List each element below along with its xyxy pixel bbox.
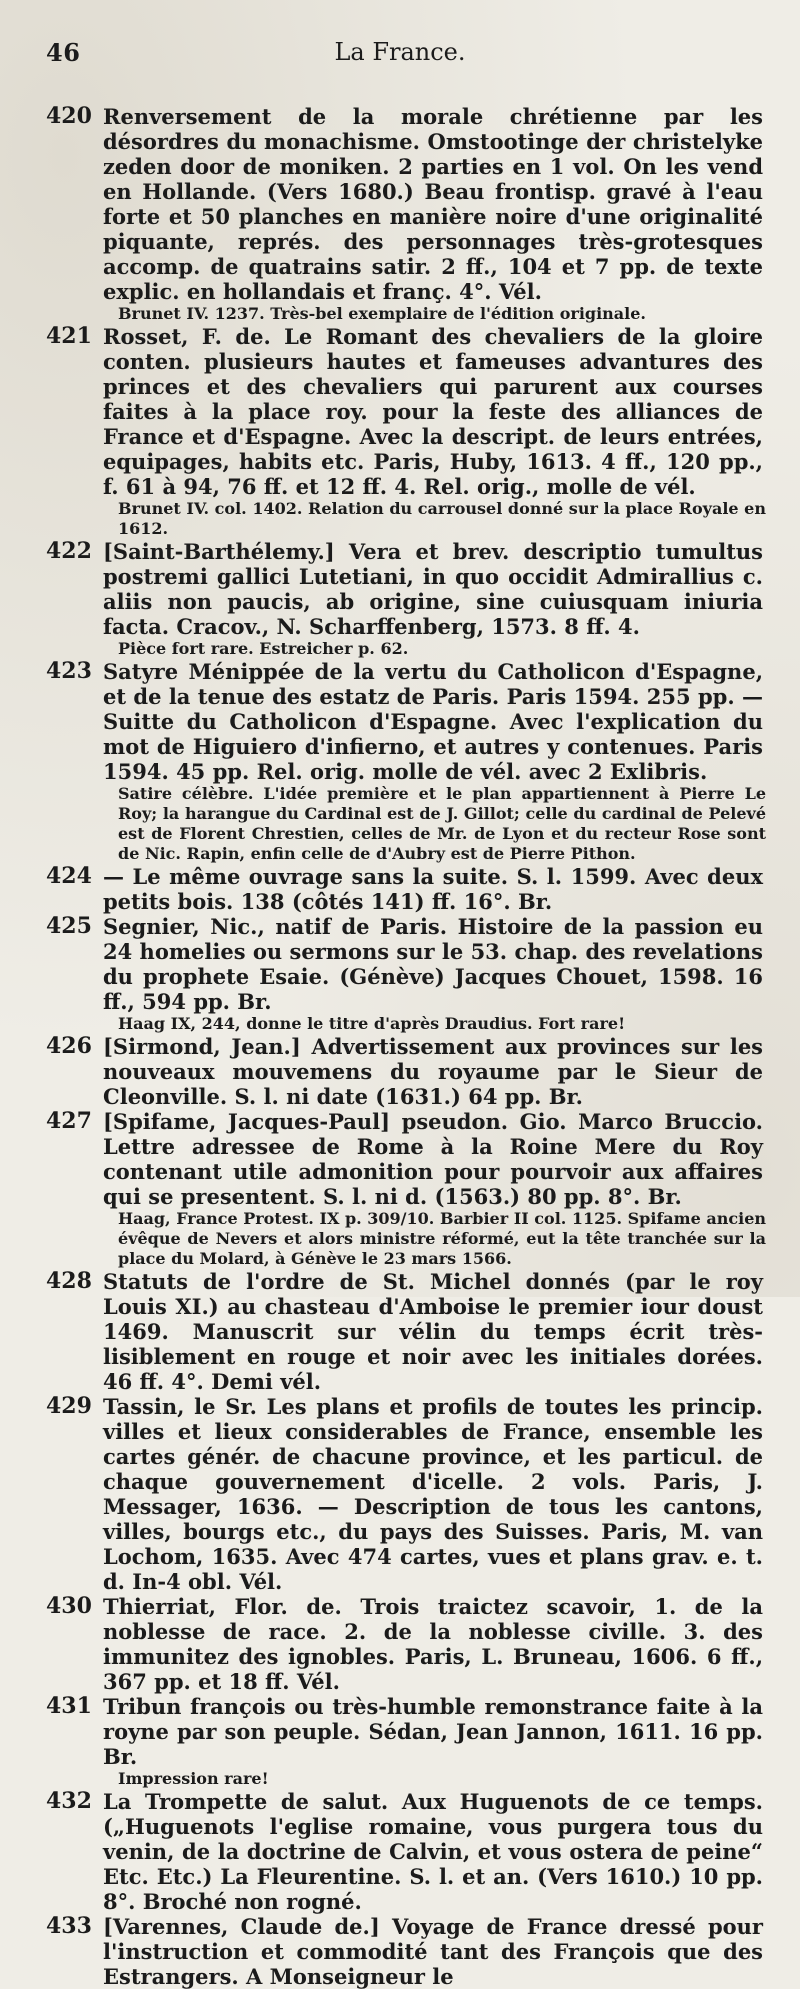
running-title: La France. [334,38,466,66]
entry-number: 422 [46,538,92,564]
catalogue-entry [0,864,800,914]
entry-text: Tribun françois ou très-humble remonstrance faite à la royne par son peuple. Sédan, Jean Jannon, 1611. 16 pp. Br. [103,1694,763,1769]
catalogue-entry [0,1034,800,1109]
entry-number: 427 [46,1108,92,1134]
entry-note: Satire célèbre. L'idée première et le plan appartiennent à Pierre Le Roy; la harangue du Cardinal est de J. Gillot; celle du cardinal de Pelevé est de Florent Chrestien, celles de Mr. de Lyon et du recteur Rose sont de Nic. Rapin, enfin celle de d'Aubry est de Pierre Pithon. [118,784,766,863]
entry-note: Pièce fort rare. Estreicher p. 62. [118,639,409,658]
entry-text: Segnier, Nic., natif de Paris. Histoire de la passion eu 24 homelies ou sermons sur le 53. chap. des revelations du prophete Esaie. (Génève) Jacques Chouet, 1598. 16 ff., 594 pp. Br. [103,914,763,1014]
entry-note: Impression rare! [118,1769,269,1788]
entry-number: 426 [46,1033,92,1059]
catalogue-entry [0,1109,800,1269]
catalogue-entry [0,1394,800,1594]
entry-text: Rosset, F. de. Le Romant des chevaliers de la gloire conten. plusieurs hautes et fameuses advantures des princes et des chevaliers qui parurent aux courses faites à la place roy. pour la feste des alliances de France et d'Espagne. Avec la descript. de leurs entrées, equipages, habits etc. Paris, Huby, 1613. 4 ff., 120 pp., f. 61 à 94, 76 ff. et 12 ff. 4. Rel. orig., molle de vél. [103,324,763,499]
entry-number: 424 [46,863,92,889]
page-number: 46 [46,38,81,67]
entry-note: Brunet IV. 1237. Très-bel exemplaire de l'édition originale. [118,304,646,323]
catalogue-entry [0,104,800,324]
entry-number: 425 [46,913,92,939]
entry-text: Statuts de l'ordre de St. Michel donnés (par le roy Louis XI.) au chasteau d'Amboise le premier iour doust 1469. Manuscrit sur vélin du temps écrit très-lisiblement en rouge et noir avec les initiales dorées. 46 ff. 4°. Demi vél. [103,1269,763,1394]
entry-number: 428 [46,1268,92,1294]
catalogue-entry [0,914,800,1034]
entry-text: [Varennes, Claude de.] Voyage de France dressé pour l'instruction et commodité tant des François que des Estrangers. A Monseigneur le [103,1914,763,1989]
entry-number: 421 [46,323,92,349]
entry-number: 432 [46,1788,92,1814]
entry-text: Renversement de la morale chrétienne par les désordres du monachisme. Omstootinge der christelyke zeden door de moniken. 2 parties en 1 vol. On les vend en Hollande. (Vers 1680.) Beau frontisp. gravé à l'eau forte et 50 planches en manière noire d'une originalité piquante, représ. des personnages très-grotesques accomp. de quatrains satir. 2 ff., 104 et 7 pp. de texte explic. en hollandais et franç. 4°. Vél. [103,104,763,304]
entry-note: Brunet IV. col. 1402. Relation du carrousel donné sur la place Royale en 1612. [118,499,766,538]
catalogue-entry [0,1789,800,1914]
entry-text: Thierriat, Flor. de. Trois traictez scavoir, 1. de la noblesse de race. 2. de la noblesse civille. 3. des immunitez des ignobles. Paris, L. Bruneau, 1606. 6 ff., 367 pp. et 18 ff. Vél. [103,1594,763,1694]
entry-text: [Spifame, Jacques-Paul] pseudon. Gio. Marco Bruccio. Lettre adressee de Rome à la Roine Mere du Roy contenant utile admonition pour pourvoir aux affaires qui se presentent. S. l. ni d. (1563.) 80 pp. 8°. Br. [103,1109,763,1209]
catalogue-entry [0,659,800,864]
entry-number: 431 [46,1693,92,1719]
entry-text: [Saint-Barthélemy.] Vera et brev. descriptio tumultus postremi gallici Lutetiani, in quo occidit Admirallius c. aliis non paucis, ab origine, sine cuiusquam iniuria facta. Cracov., N. Scharffenberg, 1573. 8 ff. 4. [103,539,763,639]
catalogue-entry [0,1269,800,1394]
entry-text: [Sirmond, Jean.] Advertissement aux provinces sur les nouveaux mouvemens du royaume par le Sieur de Cleonville. S. l. ni date (1631.) 64 pp. Br. [103,1034,763,1109]
catalogue-entry [0,1914,800,1989]
catalogue-entry [0,324,800,539]
catalogue-entries [0,104,800,1989]
entry-number: 433 [46,1913,92,1939]
entry-text: Tassin, le Sr. Les plans et profils de toutes les princip. villes et lieux considerables de France, ensemble les cartes génér. de chacune province, et les particul. de chaque gouvernement d'icelle. 2 vols. Paris, J. Messager, 1636. — Description de tous les cantons, villes, bourgs etc., du pays des Suisses. Paris, M. van Lochom, 1635. Avec 474 cartes, vues et plans grav. e. t. d. In-4 obl. Vél. [103,1394,763,1594]
page-header [0,38,800,78]
entry-text: Satyre Ménippée de la vertu du Catholicon d'Espagne, et de la tenue des estatz de Paris. Paris 1594. 255 pp. — Suitte du Catholicon d'Espagne. Avec l'explication du mot de Higuiero d'infierno, et autres y contenues. Paris 1594. 45 pp. Rel. orig. molle de vél. avec 2 Exlibris. [103,659,763,784]
entry-text: La Trompette de salut. Aux Huguenots de ce temps. („Huguenots l'eglise romaine, vous purgera tous du venin, de la doctrine de Calvin, et vous ostera de peine“ Etc. Etc.) La Fleurentine. S. l. et an. (Vers 1610.) 10 pp. 8°. Broché non rogné. [103,1789,763,1914]
catalogue-entry [0,539,800,659]
entry-number: 420 [46,103,92,129]
entry-number: 430 [46,1593,92,1619]
entry-note: Haag IX, 244, donne le titre d'après Draudius. Fort rare! [118,1014,626,1033]
entry-text: — Le même ouvrage sans la suite. S. l. 1599. Avec deux petits bois. 138 (côtés 141) ff. 16°. Br. [103,864,763,914]
entry-number: 429 [46,1393,92,1419]
catalogue-entry [0,1594,800,1694]
entry-number: 423 [46,658,92,684]
entry-note: Haag, France Protest. IX p. 309/10. Barbier II col. 1125. Spifame ancien évêque de Nevers et alors ministre réformé, eut la tête tranchée sur la place du Molard, à Génève le 23 mars 1566. [118,1209,766,1268]
catalogue-entry [0,1694,800,1789]
